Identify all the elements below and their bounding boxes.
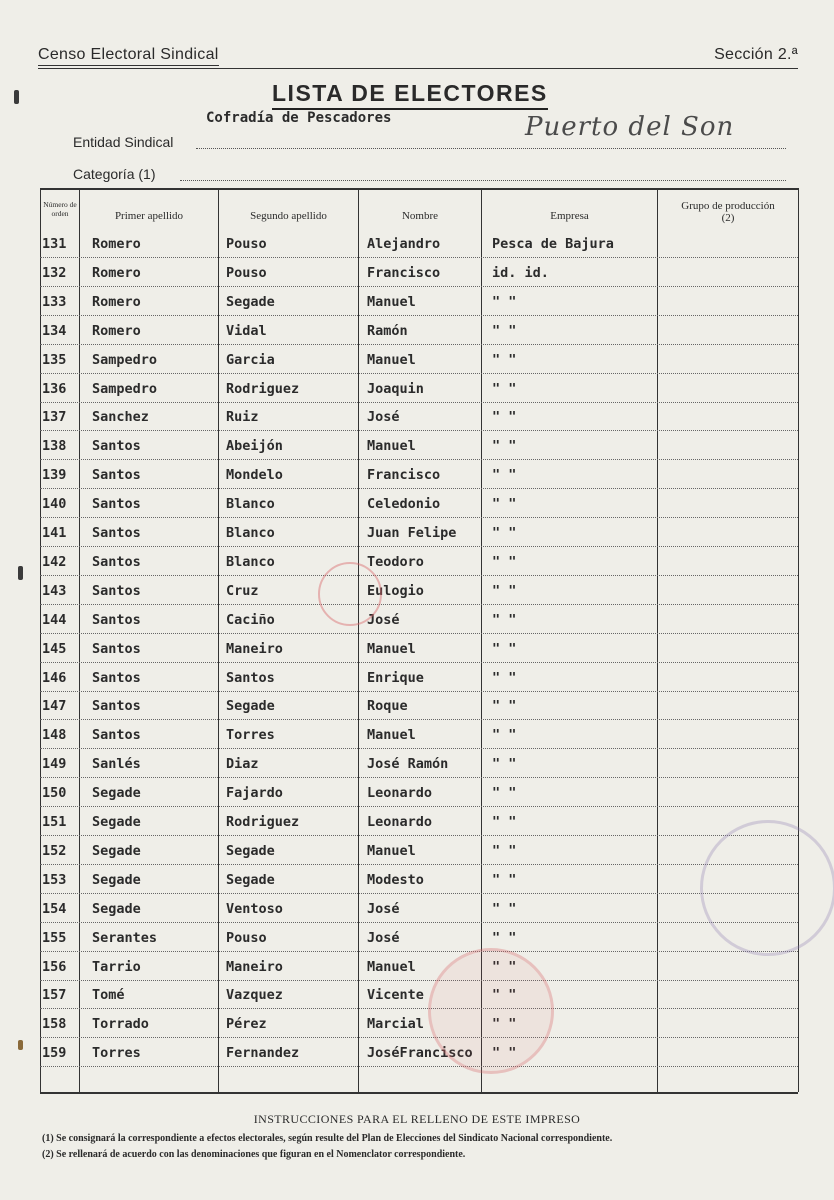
- row-dotted-line: [40, 344, 798, 345]
- cell-segundo-apellido: Rodriguez: [226, 380, 300, 397]
- cell-nombre: Vicente: [367, 987, 424, 1004]
- cell-primer-apellido: Tarrio: [92, 958, 141, 975]
- cell-primer-apellido: Sampedro: [92, 351, 158, 368]
- cell-segundo-apellido: Fernandez: [226, 1045, 300, 1062]
- cell-nombre: José: [367, 611, 400, 628]
- row-dotted-line: [40, 835, 798, 836]
- entidad-dotted-line: [196, 148, 786, 149]
- column-header-nombre: Nombre: [401, 210, 439, 222]
- table-row: [40, 434, 798, 460]
- cell-primer-apellido: Sanlés: [92, 756, 141, 773]
- cell-numero: 143: [42, 582, 67, 599]
- grupo-header-label: Grupo de producción: [681, 200, 775, 212]
- row-dotted-line: [40, 459, 798, 460]
- page-title: LISTA DE ELECTORES: [272, 80, 548, 110]
- row-dotted-line: [40, 1008, 798, 1009]
- cell-empresa: " ": [492, 467, 517, 484]
- cell-primer-apellido: Santos: [92, 525, 141, 541]
- table-row: [40, 897, 798, 923]
- row-dotted-line: [40, 777, 798, 778]
- cell-primer-apellido: Segade: [92, 785, 141, 802]
- cell-nombre: Leonardo: [367, 814, 433, 830]
- cell-empresa: " ": [492, 293, 517, 310]
- violet-circular-stamp: [700, 820, 834, 956]
- cell-segundo-apellido: Blanco: [226, 553, 275, 570]
- cell-segundo-apellido: Santos: [226, 669, 275, 686]
- cell-nombre: Manuel: [367, 640, 416, 657]
- row-dotted-line: [40, 864, 798, 865]
- entidad-handwritten-value: Puerto del Son: [525, 112, 735, 142]
- table-row: [40, 810, 798, 836]
- cell-primer-apellido: Romero: [92, 322, 141, 339]
- cell-segundo-apellido: Pérez: [226, 1016, 267, 1033]
- cell-primer-apellido: Santos: [92, 496, 141, 513]
- cell-primer-apellido: Santos: [92, 698, 141, 715]
- cell-numero: 158: [42, 1016, 67, 1033]
- cell-nombre: Manuel: [367, 438, 416, 455]
- cell-primer-apellido: Santos: [92, 438, 141, 455]
- cell-nombre: Ramón: [367, 322, 408, 339]
- row-dotted-line: [40, 893, 798, 894]
- table-row: [40, 839, 798, 865]
- column-header-primer-apellido: Primer apellido: [114, 210, 184, 222]
- cell-numero: 154: [42, 900, 67, 917]
- table-row: [40, 348, 798, 374]
- punch-mark: [18, 566, 23, 580]
- table-row: [40, 232, 798, 258]
- cell-empresa: " ": [492, 756, 517, 773]
- cell-numero: 132: [42, 264, 67, 281]
- cell-segundo-apellido: Rodriguez: [226, 814, 300, 830]
- cell-segundo-apellido: Cruz: [226, 582, 259, 599]
- table-row: [40, 752, 798, 778]
- instruction-item: (2) Se rellenará de acuerdo con las denominaciones que figuran en el Nomenclator correspondiente.: [42, 1149, 466, 1160]
- cell-numero: 157: [42, 987, 67, 1004]
- row-dotted-line: [40, 1037, 798, 1038]
- cell-empresa: " ": [492, 380, 517, 397]
- cell-nombre: Modesto: [367, 871, 424, 888]
- table-row: [40, 983, 798, 1009]
- cell-numero: 131: [42, 236, 67, 252]
- cell-empresa: " ": [492, 409, 517, 426]
- cell-primer-apellido: Romero: [92, 236, 141, 252]
- cell-nombre: Eulogio: [367, 582, 424, 599]
- cell-primer-apellido: Serantes: [92, 929, 158, 946]
- cell-numero: 137: [42, 409, 67, 426]
- cell-segundo-apellido: Segade: [226, 698, 275, 715]
- table-row: [40, 723, 798, 749]
- row-dotted-line: [40, 951, 798, 952]
- cell-nombre: Roque: [367, 698, 408, 715]
- cell-numero: 146: [42, 669, 67, 686]
- cell-empresa: " ": [492, 958, 517, 975]
- cell-segundo-apellido: Segade: [226, 842, 275, 859]
- header-rule: [38, 68, 798, 69]
- cell-numero: 156: [42, 958, 67, 975]
- table-row: [40, 1012, 798, 1038]
- cell-segundo-apellido: Ruiz: [226, 409, 259, 426]
- cell-primer-apellido: Romero: [92, 264, 141, 281]
- cell-segundo-apellido: Ventoso: [226, 900, 283, 917]
- cell-segundo-apellido: Caciño: [226, 611, 275, 628]
- cell-primer-apellido: Santos: [92, 582, 141, 599]
- cell-empresa: id. id.: [492, 264, 549, 281]
- official-stamp-seal: [318, 562, 382, 626]
- cell-empresa: " ": [492, 987, 517, 1004]
- cell-numero: 142: [42, 553, 67, 570]
- cell-empresa: " ": [492, 814, 517, 830]
- cell-empresa: " ": [492, 496, 517, 513]
- cell-numero: 136: [42, 380, 67, 397]
- cell-empresa: Pesca de Bajura: [492, 236, 614, 252]
- cell-nombre: Teodoro: [367, 553, 424, 570]
- cell-empresa: " ": [492, 611, 517, 628]
- cell-nombre: Manuel: [367, 293, 416, 310]
- cell-primer-apellido: Segade: [92, 871, 141, 888]
- cell-primer-apellido: Sampedro: [92, 380, 158, 397]
- cell-nombre: Marcial: [367, 1016, 424, 1033]
- column-header-grupo: [658, 200, 798, 224]
- cell-empresa: " ": [492, 525, 517, 541]
- table-row: [40, 377, 798, 403]
- cell-empresa: " ": [492, 640, 517, 657]
- cell-numero: 141: [42, 525, 67, 541]
- table-row: [40, 290, 798, 316]
- table-row: [40, 521, 798, 547]
- cell-numero: 152: [42, 842, 67, 859]
- stain-mark: [18, 1040, 23, 1050]
- table-row: [40, 608, 798, 634]
- cell-segundo-apellido: Maneiro: [226, 958, 283, 975]
- cell-numero: 153: [42, 871, 67, 888]
- row-dotted-line: [40, 575, 798, 576]
- cell-empresa: " ": [492, 553, 517, 570]
- cell-primer-apellido: Torres: [92, 1045, 141, 1062]
- cell-segundo-apellido: Blanco: [226, 496, 275, 513]
- cell-primer-apellido: Santos: [92, 611, 141, 628]
- row-dotted-line: [40, 430, 798, 431]
- cell-nombre: Manuel: [367, 842, 416, 859]
- cell-empresa: " ": [492, 582, 517, 599]
- cell-primer-apellido: Santos: [92, 553, 141, 570]
- row-dotted-line: [40, 488, 798, 489]
- cell-segundo-apellido: Pouso: [226, 929, 267, 946]
- cell-empresa: " ": [492, 438, 517, 455]
- cell-primer-apellido: Segade: [92, 842, 141, 859]
- instruction-item: (1) Se consignará la correspondiente a efectos electorales, según resulte del Plan de Elecciones del Sindicato Nacional correspondiente.: [42, 1133, 613, 1144]
- table-row: [40, 463, 798, 489]
- cell-segundo-apellido: Pouso: [226, 236, 267, 252]
- row-dotted-line: [40, 806, 798, 807]
- cell-primer-apellido: Santos: [92, 669, 141, 686]
- categoria-dotted-line: [180, 180, 786, 181]
- cell-nombre: Manuel: [367, 958, 416, 975]
- cell-nombre: José: [367, 929, 400, 946]
- cell-nombre: Joaquin: [367, 380, 424, 397]
- cell-numero: 149: [42, 756, 67, 773]
- row-dotted-line: [40, 922, 798, 923]
- cell-primer-apellido: Santos: [92, 640, 141, 657]
- cell-numero: 140: [42, 496, 67, 513]
- cell-numero: 150: [42, 785, 67, 802]
- cell-nombre: Alejandro: [367, 236, 441, 252]
- section-header: Sección 2.ª: [714, 46, 798, 63]
- cell-segundo-apellido: Vazquez: [226, 987, 283, 1004]
- table-row: [40, 694, 798, 720]
- cell-nombre: Enrique: [367, 669, 424, 686]
- cell-segundo-apellido: Segade: [226, 293, 275, 310]
- cell-numero: 144: [42, 611, 67, 628]
- cell-primer-apellido: Segade: [92, 900, 141, 917]
- cell-numero: 151: [42, 814, 67, 830]
- table-row: [40, 405, 798, 431]
- cell-nombre: Francisco: [367, 467, 441, 484]
- table-row: [40, 781, 798, 807]
- cell-empresa: " ": [492, 669, 517, 686]
- cell-nombre: Francisco: [367, 264, 441, 281]
- cell-numero: 147: [42, 698, 67, 715]
- cell-primer-apellido: Torrado: [92, 1016, 149, 1033]
- column-header-segundo-apellido: Segundo apellido: [250, 210, 327, 222]
- cell-primer-apellido: Romero: [92, 293, 141, 310]
- cell-nombre: JoséFrancisco: [367, 1045, 473, 1062]
- cell-numero: 155: [42, 929, 67, 946]
- row-dotted-line: [40, 402, 798, 403]
- table-row: [40, 319, 798, 345]
- census-header: Censo Electoral Sindical: [38, 46, 219, 66]
- cell-empresa: " ": [492, 322, 517, 339]
- cell-numero: 148: [42, 727, 67, 744]
- cell-segundo-apellido: Diaz: [226, 756, 259, 773]
- table-row: [40, 492, 798, 518]
- row-dotted-line: [40, 373, 798, 374]
- column-header-empresa: Empresa: [550, 210, 589, 222]
- categoria-label: Categoría (1): [73, 166, 156, 182]
- row-dotted-line: [40, 546, 798, 547]
- cell-segundo-apellido: Torres: [226, 727, 275, 744]
- cell-numero: 133: [42, 293, 67, 310]
- punch-mark: [14, 90, 19, 104]
- cell-numero: 138: [42, 438, 67, 455]
- column-header-numero: Número de orden: [43, 200, 77, 218]
- table-row: [40, 926, 798, 952]
- table-row: [40, 955, 798, 981]
- cell-segundo-apellido: Pouso: [226, 264, 267, 281]
- cell-primer-apellido: Santos: [92, 467, 141, 484]
- cell-nombre: José Ramón: [367, 756, 449, 773]
- row-dotted-line: [40, 604, 798, 605]
- table-row: [40, 579, 798, 605]
- row-dotted-line: [40, 315, 798, 316]
- table-row: [40, 550, 798, 576]
- table-row: [40, 261, 798, 287]
- entidad-label: Entidad Sindical: [73, 134, 174, 150]
- table-row: [40, 666, 798, 692]
- table-row: [40, 1041, 798, 1067]
- row-dotted-line: [40, 662, 798, 663]
- row-dotted-line: [40, 980, 798, 981]
- cell-primer-apellido: Segade: [92, 814, 141, 830]
- cell-nombre: José: [367, 409, 400, 426]
- cell-nombre: José: [367, 900, 400, 917]
- instructions-title: INSTRUCCIONES PARA EL RELLENO DE ESTE IMPRESO: [253, 1112, 581, 1126]
- cell-segundo-apellido: Abeijón: [226, 438, 283, 455]
- cell-segundo-apellido: Vidal: [226, 322, 267, 339]
- cell-primer-apellido: Tomé: [92, 987, 125, 1004]
- cell-empresa: " ": [492, 871, 517, 888]
- row-dotted-line: [40, 517, 798, 518]
- row-dotted-line: [40, 286, 798, 287]
- cell-empresa: " ": [492, 785, 517, 802]
- cell-segundo-apellido: Maneiro: [226, 640, 283, 657]
- row-dotted-line: [40, 257, 798, 258]
- cell-empresa: " ": [492, 842, 517, 859]
- cell-empresa: " ": [492, 698, 517, 715]
- row-dotted-line: [40, 691, 798, 692]
- cell-segundo-apellido: Blanco: [226, 525, 275, 541]
- red-circular-stamp: [428, 948, 554, 1074]
- cell-empresa: " ": [492, 1016, 517, 1033]
- cell-numero: 134: [42, 322, 67, 339]
- cell-primer-apellido: Santos: [92, 727, 141, 744]
- cell-nombre: Leonardo: [367, 785, 433, 802]
- cell-segundo-apellido: Fajardo: [226, 785, 283, 802]
- cell-numero: 159: [42, 1045, 67, 1062]
- cell-empresa: " ": [492, 1045, 517, 1062]
- cell-numero: 135: [42, 351, 67, 368]
- cell-nombre: Manuel: [367, 351, 416, 368]
- cell-primer-apellido: Sanchez: [92, 409, 149, 426]
- table-row: [40, 868, 798, 894]
- grupo-header-note: (2): [721, 212, 735, 224]
- row-dotted-line: [40, 719, 798, 720]
- cell-nombre: Celedonio: [367, 496, 441, 513]
- cell-empresa: " ": [492, 900, 517, 917]
- row-dotted-line: [40, 748, 798, 749]
- cell-empresa: " ": [492, 351, 517, 368]
- cell-empresa: " ": [492, 727, 517, 744]
- cell-segundo-apellido: Garcia: [226, 351, 275, 368]
- cell-numero: 139: [42, 467, 67, 484]
- cell-segundo-apellido: Segade: [226, 871, 275, 888]
- cell-numero: 145: [42, 640, 67, 657]
- cell-segundo-apellido: Mondelo: [226, 467, 283, 484]
- cell-nombre: Manuel: [367, 727, 416, 744]
- cell-nombre: Juan Felipe: [367, 525, 457, 541]
- table-row: [40, 637, 798, 663]
- row-dotted-line: [40, 1066, 798, 1067]
- cell-empresa: " ": [492, 929, 517, 946]
- cofradia-name: Cofradía de Pescadores: [206, 110, 392, 126]
- table-border: [798, 188, 799, 1092]
- row-dotted-line: [40, 633, 798, 634]
